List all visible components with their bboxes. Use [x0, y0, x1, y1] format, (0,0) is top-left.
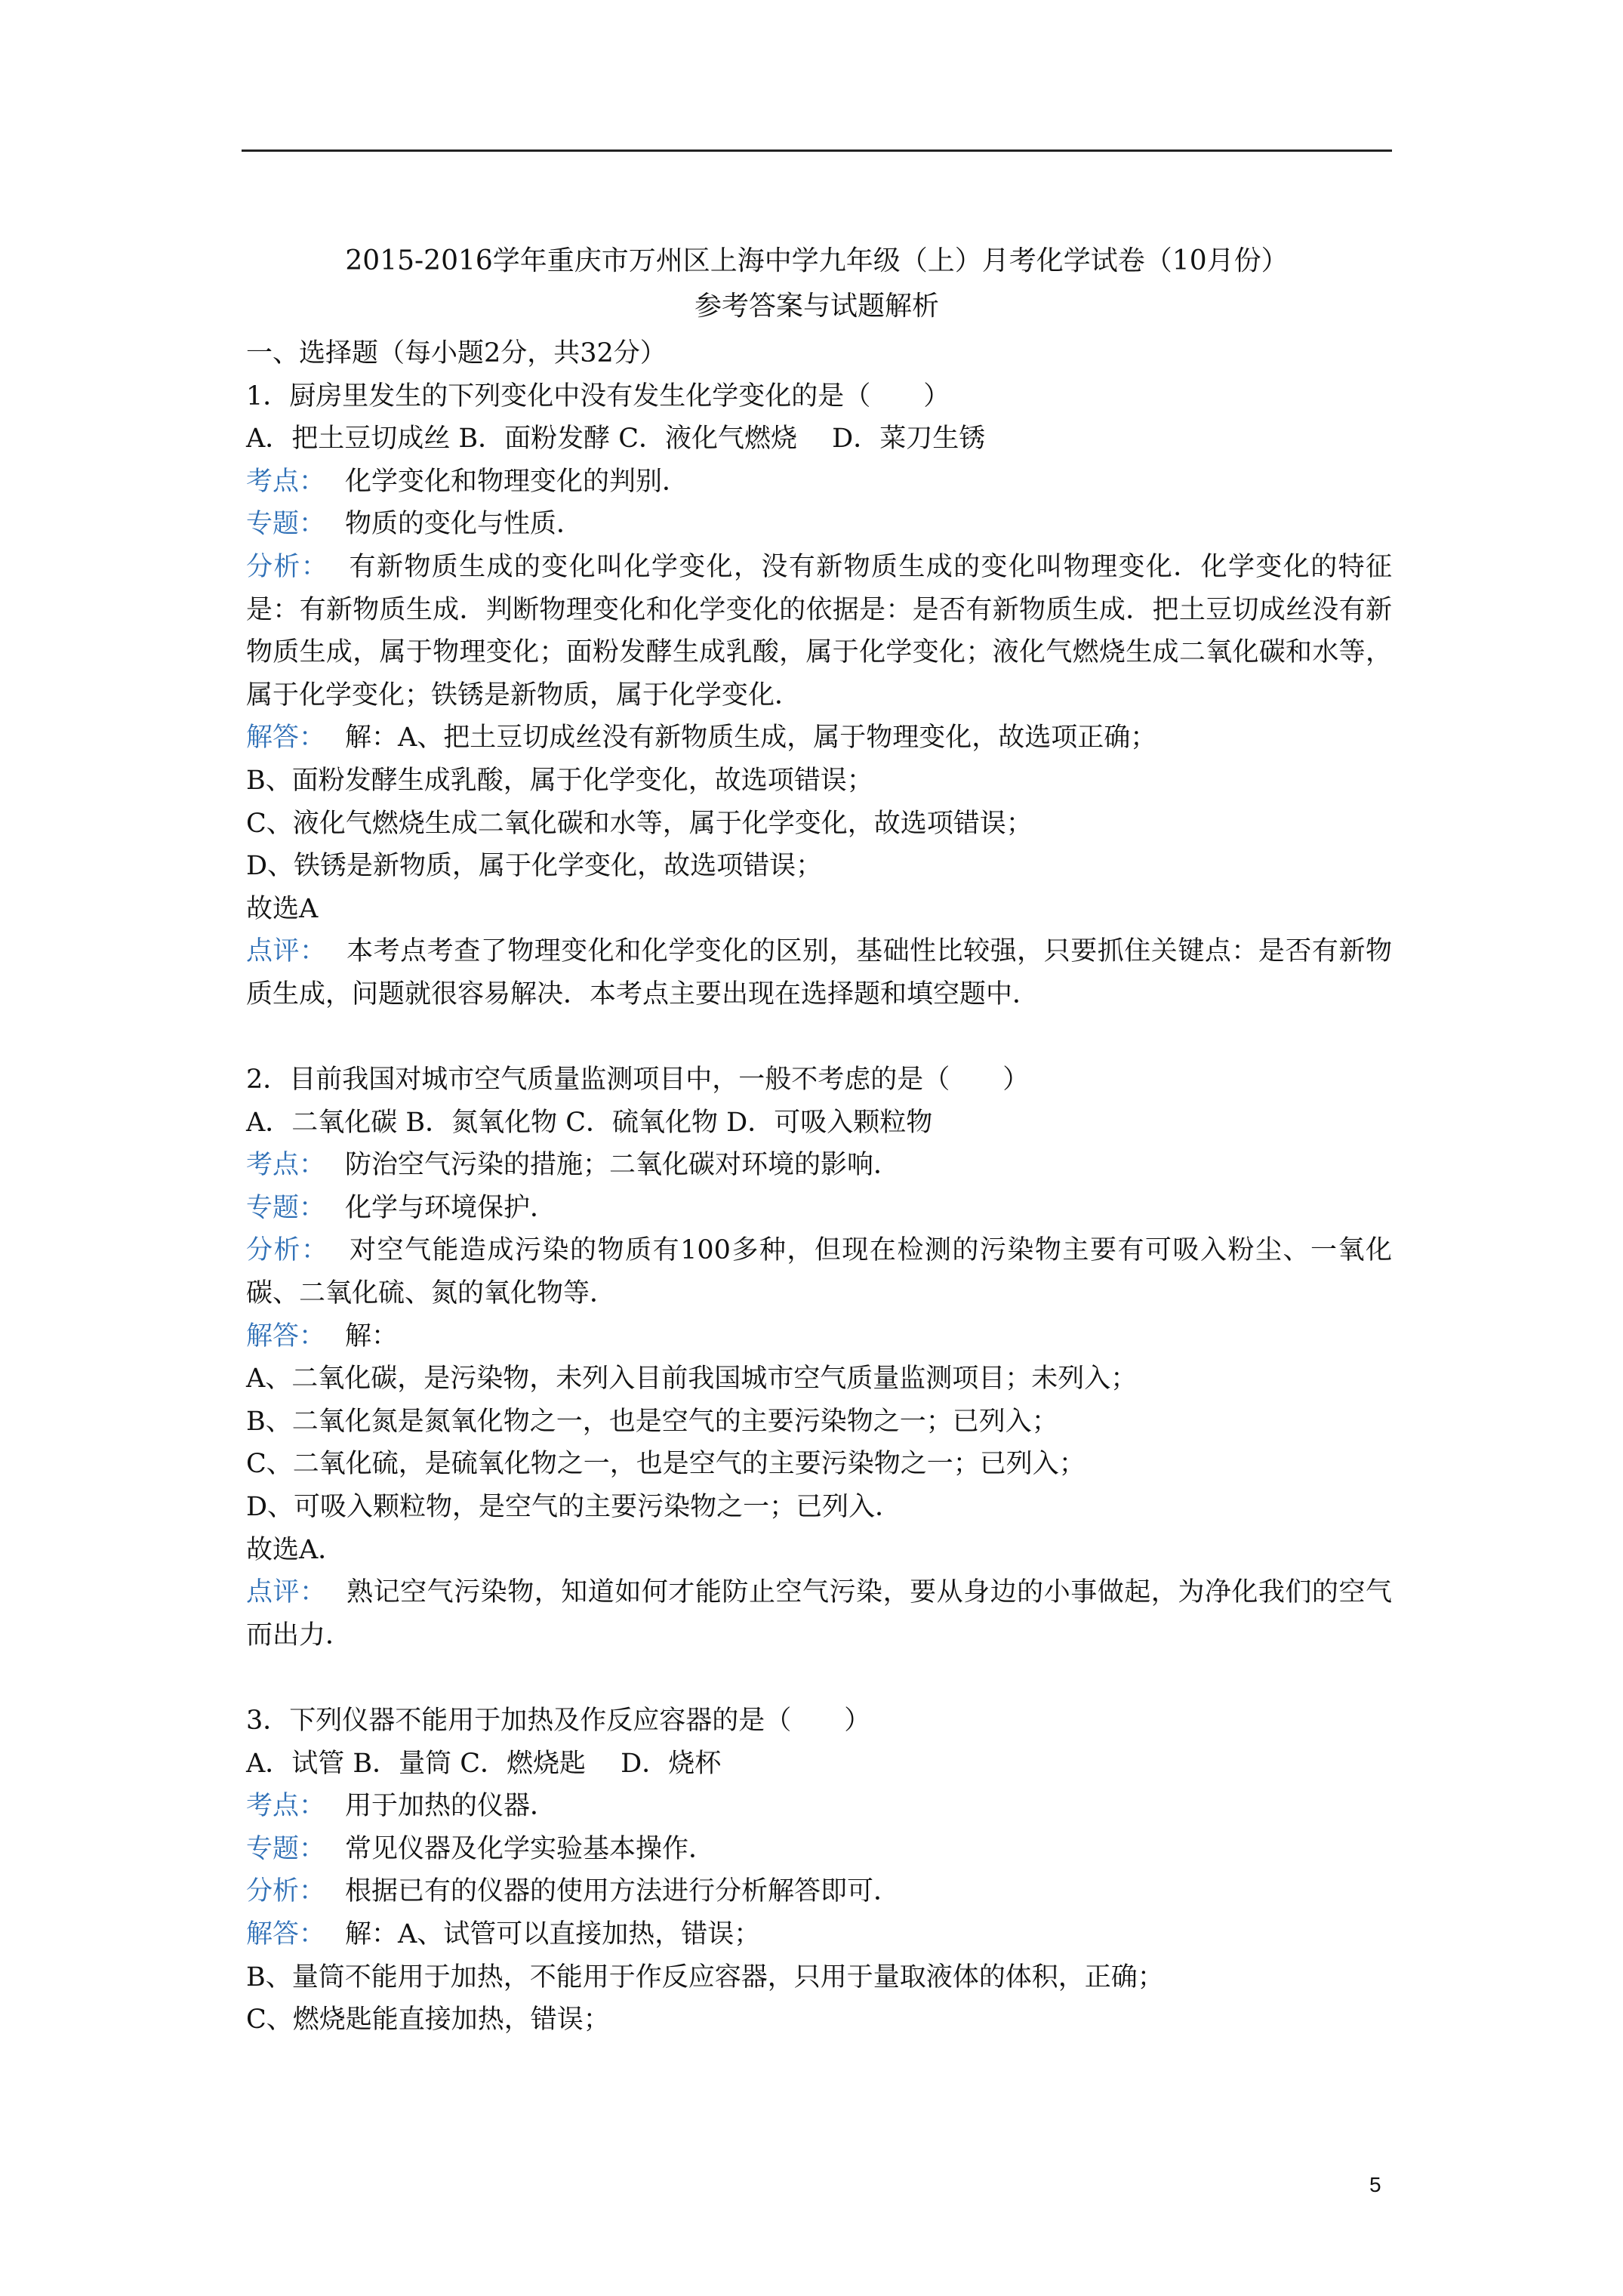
answer-line: D、铁锈是新物质，属于化学变化，故选项错误；: [246, 851, 823, 882]
question-stem: 1．厨房里发生的下列变化中没有发生化学变化的是（ ）: [246, 381, 950, 411]
question-stem: 3．下列仪器不能用于加热及作反应容器的是（ ）: [246, 1706, 871, 1736]
question-1: [246, 375, 1392, 1016]
zhuanti-text: 化学与环境保护．: [345, 1192, 557, 1223]
dianping-label: 点评：: [246, 1577, 327, 1608]
answer-line: C、燃烧匙能直接加热，错误；: [246, 2005, 610, 2036]
zhuanti-label: 专题：: [246, 1833, 326, 1864]
spacer: [246, 1016, 1392, 1059]
kaodian-row: [246, 1785, 1392, 1828]
fenxi-text: 对空气能造成污染的物质有100多种，但现在检测的污染物主要有可吸入粉尘、一氧化碳、二氧化硫、氮的氧化物等．: [246, 1235, 1392, 1309]
section-heading: 一、选择题（每小题2分，共32分）: [246, 338, 667, 368]
kaodian-label: 考点：: [246, 1791, 326, 1822]
question-stem: 2．目前我国对城市空气质量监测项目中，一般不考虑的是（ ）: [246, 1065, 1030, 1096]
fenxi-row: [246, 1870, 1392, 1913]
question-options: A．把土豆切成丝 B．面粉发酵 C．液化气燃烧 D．菜刀生锈: [246, 424, 986, 455]
answer-line: D、可吸入颗粒物，是空气的主要污染物之一；已列入．: [246, 1492, 902, 1523]
document-title: [242, 239, 1392, 329]
dianping-row: [246, 930, 1392, 1015]
zhuanti-text: 物质的变化与性质．: [345, 509, 584, 540]
fenxi-row: [246, 546, 1392, 717]
zhuanti-label: 专题：: [246, 1192, 326, 1223]
jieda-text: 解：A、把土豆切成丝没有新物质生成，属于物理变化，故选项正确；: [345, 723, 1157, 754]
dianping-text: 熟记空气污染物，知道如何才能防止空气污染，要从身边的小事做起，为净化我们的空气而出力．: [246, 1577, 1392, 1650]
jieda-label: 解答：: [246, 1918, 326, 1949]
jieda-row: [246, 1315, 1392, 1358]
answer-line: 故选A: [246, 893, 319, 924]
zhuanti-row: [246, 503, 1392, 546]
jieda-row: [246, 717, 1392, 760]
kaodian-row: [246, 461, 1392, 504]
zhuanti-row: [246, 1187, 1392, 1230]
jieda-label: 解答：: [246, 723, 326, 754]
title-line-2: 参考答案与试题解析: [694, 291, 939, 322]
dianping-row: [246, 1571, 1392, 1657]
document-body: [246, 332, 1392, 2042]
zhuanti-row: [246, 1828, 1392, 1871]
fenxi-text: 根据已有的仪器的使用方法进行分析解答即可．: [345, 1876, 901, 1907]
dianping-text: 本考点考查了物理变化和化学变化的区别，基础性比较强，只要抓住关键点：是否有新物质生成，问题就很容易解决．本考点主要出现在选择题和填空题中．: [246, 936, 1392, 1009]
spacer: [246, 1657, 1392, 1700]
answer-line: A、二氧化碳，是污染物，未列入目前我国城市空气质量监测项目；未列入；: [246, 1364, 1138, 1395]
fenxi-label: 分析：: [246, 1235, 329, 1266]
answer-line: C、二氧化硫，是硫氧化物之一，也是空气的主要污染物之一；已列入；: [246, 1449, 1086, 1480]
question-options: A．二氧化碳 B．氮氧化物 C．硫氧化物 D．可吸入颗粒物: [246, 1107, 933, 1138]
answer-line: B、面粉发酵生成乳酸，属于化学变化，故选项错误；: [246, 765, 873, 796]
answer-line: 故选A．: [246, 1534, 345, 1565]
kaodian-text: 化学变化和物理变化的判别．: [345, 466, 689, 497]
question-2: [246, 1059, 1392, 1657]
fenxi-text: 有新物质生成的变化叫化学变化，没有新物质生成的变化叫物理变化．化学变化的特征是：有新物质生成．判断物理变化和化学变化的依据是：是否有新物质生成．把土豆切成丝没有新物质生成，属于物理变化；面粉发酵生成乳酸，属于化学变化；液化气燃烧生成二氧化碳和水等，属于化学变化；铁锈是新物质，属于化学变化．: [246, 551, 1392, 710]
zhuanti-label: 专题：: [246, 509, 326, 540]
title-line-1: 2015-2016学年重庆市万州区上海中学九年级（上）月考化学试卷（10月份）: [345, 245, 1289, 276]
jieda-text: 解：A、试管可以直接加热，错误；: [345, 1918, 761, 1949]
header-rule: [242, 149, 1392, 152]
dianping-label: 点评：: [246, 936, 327, 967]
fenxi-label: 分析：: [246, 551, 329, 582]
jieda-row: [246, 1913, 1392, 1956]
jieda-label: 解答：: [246, 1321, 326, 1351]
question-options: A．试管 B．量筒 C．燃烧匙 D．烧杯: [246, 1748, 722, 1779]
kaodian-label: 考点：: [246, 1150, 326, 1181]
kaodian-text: 用于加热的仪器．: [345, 1791, 557, 1822]
zhuanti-text: 常见仪器及化学实验基本操作．: [345, 1833, 716, 1864]
fenxi-row: [246, 1229, 1392, 1314]
kaodian-row: [246, 1144, 1392, 1187]
jieda-text: 解：: [345, 1321, 399, 1351]
answer-line: B、二氧化氮是氮氧化物之一，也是空气的主要污染物之一；已列入；: [246, 1406, 1058, 1437]
question-3: [246, 1700, 1392, 2042]
kaodian-text: 防治空气污染的措施；二氧化碳对环境的影响．: [345, 1150, 901, 1181]
kaodian-label: 考点：: [246, 466, 326, 497]
answer-line: C、液化气燃烧生成二氧化碳和水等，属于化学变化，故选项错误；: [246, 808, 1033, 839]
page-number: 5: [1369, 2173, 1381, 2196]
answer-line: B、量筒不能用于加热，不能用于作反应容器，只用于量取液体的体积，正确；: [246, 1962, 1164, 1992]
fenxi-label: 分析：: [246, 1876, 326, 1907]
